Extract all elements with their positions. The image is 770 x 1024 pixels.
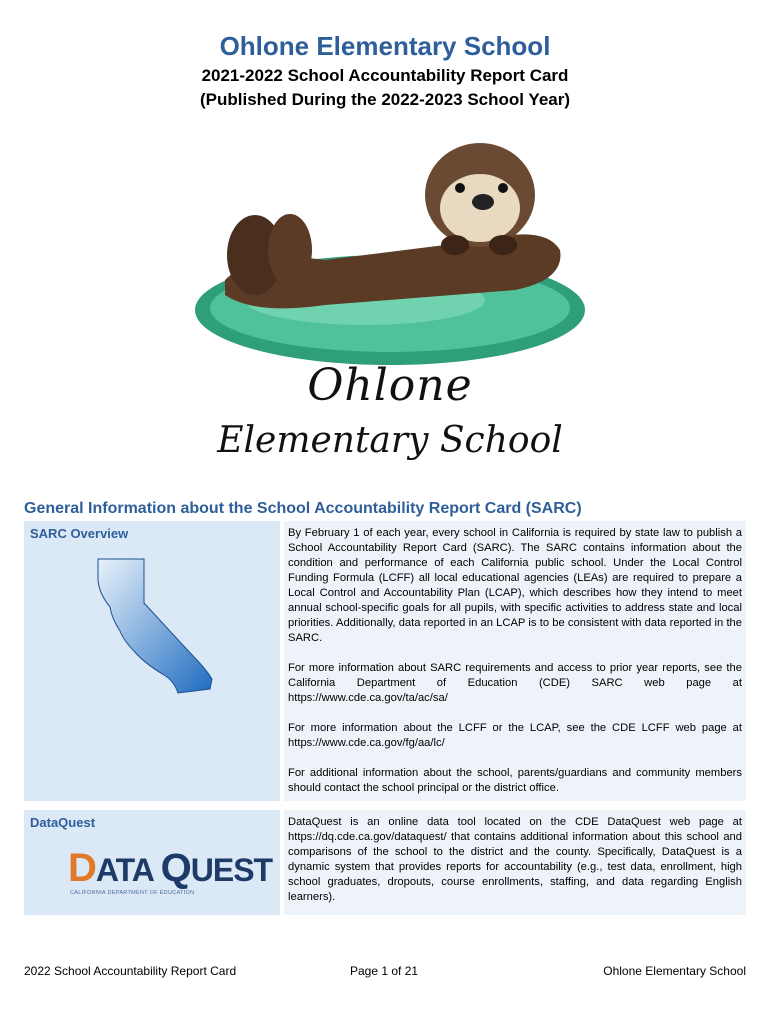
dataquest-row (24, 810, 746, 915)
dataquest-logo-subtext: CALIFORNIA DEPARTMENT OF EDUCATION (70, 890, 195, 896)
published-line: (Published During the 2022-2023 School Year) (199, 90, 571, 109)
report-title: 2021-2022 School Accountability Report Card (201, 66, 569, 85)
sarc-overview-text-cell (284, 521, 746, 801)
logo-text-line1: Ohlone (307, 360, 473, 411)
sarc-overview-paragraph: For more information about SARC requirements and access to prior year reports, see the California Department of Education (CDE) SARC web page at https://www.cde.ca.gov/ta/ac/sa/ (288, 662, 742, 704)
sea-otter-illustration (185, 130, 595, 370)
sarc-overview-paragraph: For more information about the LCFF or the LCAP, see the CDE LCFF web page at https://www.cde.ca.gov/fg/aa/lc/ (288, 722, 742, 749)
dataquest-label: DataQuest (30, 815, 96, 830)
section-title: General Information about the School Accountability Report Card (SARC) (24, 500, 582, 517)
sarc-overview-label: SARC Overview (30, 526, 129, 541)
footer-page-number: Page 1 of 21 (350, 964, 419, 978)
sarc-overview-label-cell (24, 521, 280, 801)
school-logo (185, 130, 595, 470)
logo-text-line2: Elementary School (217, 420, 563, 461)
dataquest-label-cell (24, 810, 280, 915)
sarc-overview-row (24, 521, 746, 801)
sarc-overview-paragraph: For additional information about the school, parents/guardians and community members should contact the school principal or the district office. (288, 767, 742, 794)
dataquest-logo-uest: UEST (190, 852, 273, 888)
school-title: Ohlone Elementary School (219, 31, 551, 61)
footer-left: 2022 School Accountability Report Card (24, 964, 237, 978)
sarc-overview-paragraph: By February 1 of each year, every school in California is required by state law to publish a School Accountability Report Card (SARC). The SARC contains information about the condition and performance of each California public school. Under the Local Control Funding Formula (LCFF) all local educational agencies (LEAs) are required to prepare a Local Control and Accountability Plan (LCAP), which describes how they intend to meet annual school-specific goals for all pupils, with specific activities to address state and local priorities. Additionally, data reported in an LCAP is to be consistent with data reported in the SARC. (288, 527, 742, 644)
dataquest-logo-q: Q (160, 846, 191, 890)
california-map-icon (94, 557, 214, 697)
dataquest-text-cell (284, 810, 746, 915)
dataquest-logo-ata: ATA (95, 852, 153, 888)
dataquest-logo-d: D (68, 846, 96, 890)
dataquest-logo (68, 846, 273, 908)
dataquest-paragraph: DataQuest is an online data tool located on the CDE DataQuest web page at https://dq.cde.ca.gov/dataquest/ that contains additional information about this school and comparisons of the school to the district and the county. Specifically, DataQuest is a dynamic system that provides reports for accountability (e.g., test data, enrollment, high school graduates, dropouts, course enrollments, staffing, and data regarding English learners). (288, 816, 742, 903)
footer-right: Ohlone Elementary School (603, 964, 746, 978)
